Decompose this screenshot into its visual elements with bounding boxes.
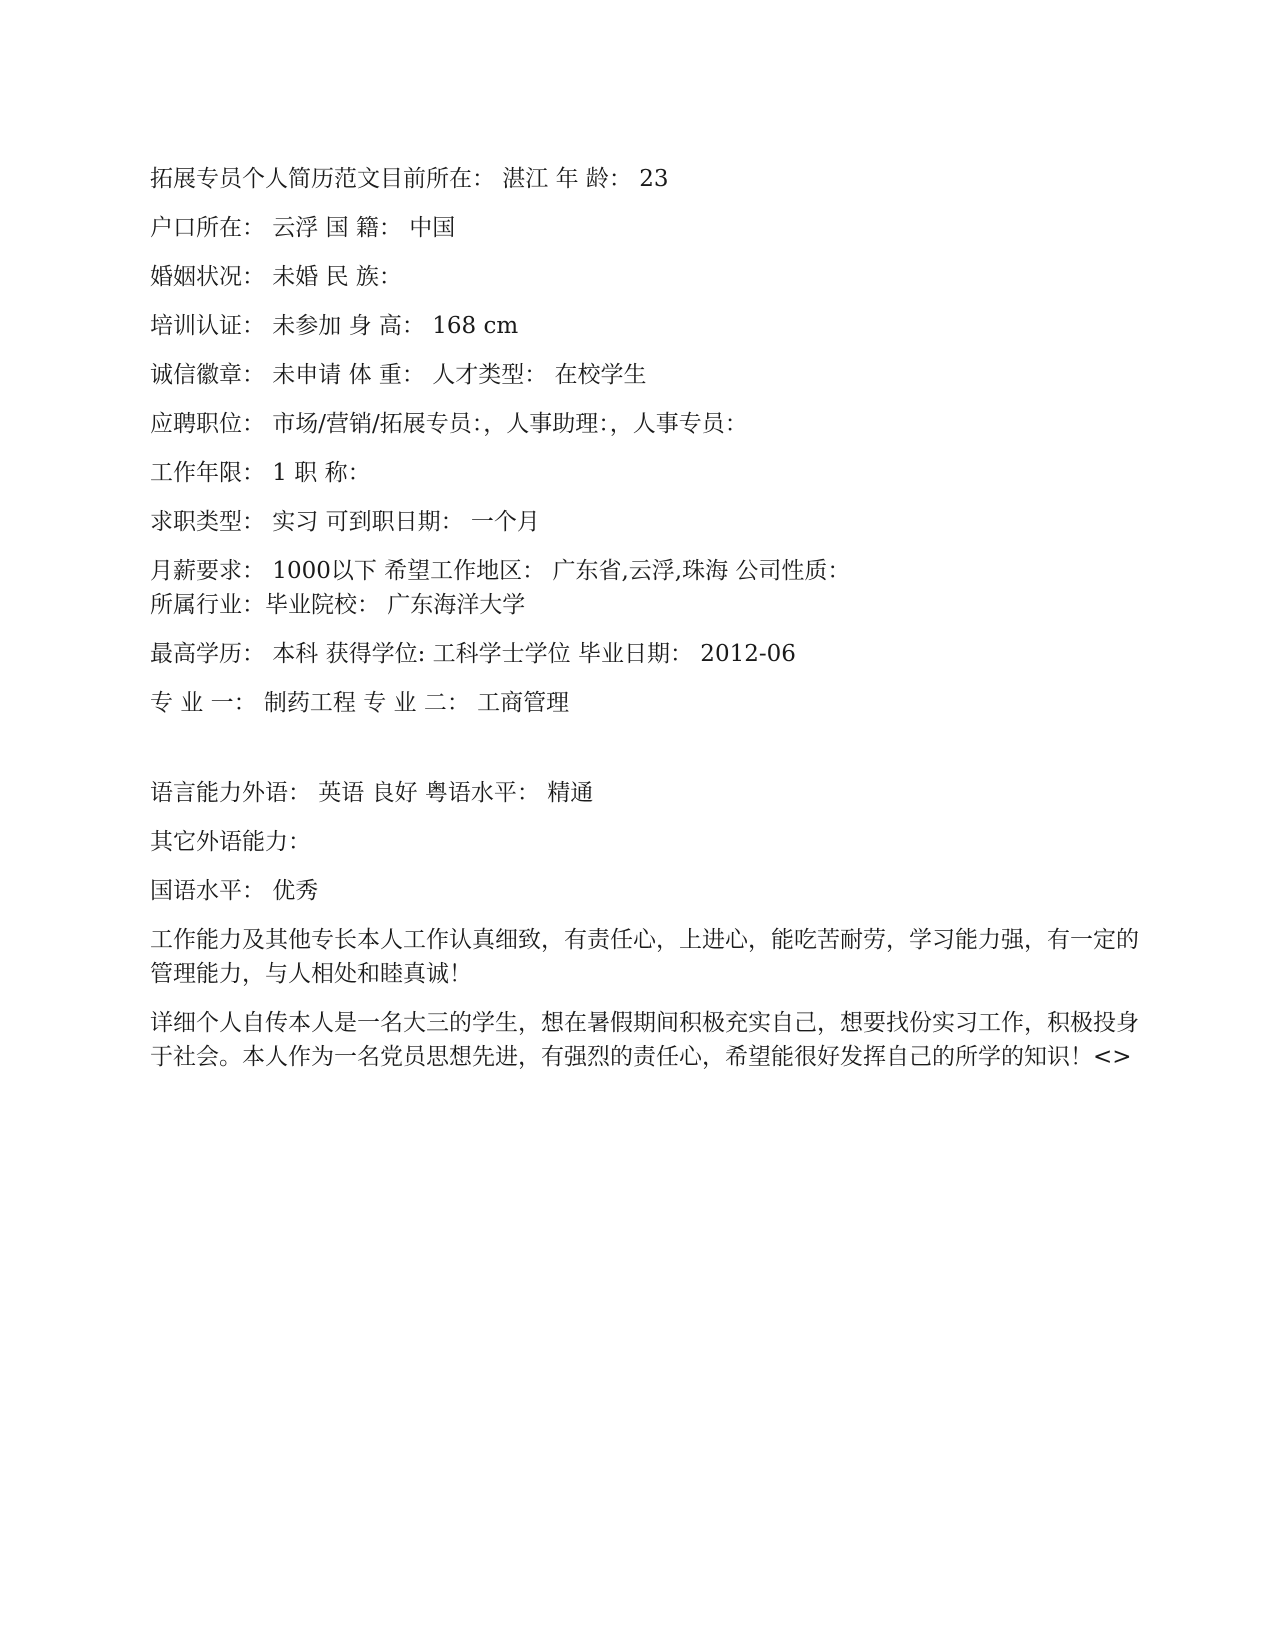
marital-ethnicity-line: 婚姻状况： 未婚 民 族： <box>150 264 402 290</box>
other-language-line: 其它外语能力： <box>150 829 311 855</box>
autobiography-paragraph: 详细个人自传本人是一名大三的学生，想在暑假期间积极充实自己，想要找份实习工作，积极投身于社会。本人作为一名党员思想先进，有强烈的责任心，希望能很好发挥自己的所学的知识！<> <box>150 1010 1139 1070</box>
education-degree-line: 最高学历： 本科 获得学位: 工科学士学位 毕业日期： 2012-06 <box>150 641 796 667</box>
skills-paragraph: 工作能力及其他专长本人工作认真细致，有责任心，上进心，能吃苦耐劳，学习能力强，有一定的管理能力，与人相处和睦真诚！ <box>150 927 1139 987</box>
job-type-start-date-line: 求职类型： 实习 可到职日期： 一个月 <box>150 509 540 535</box>
applied-position-line: 应聘职位： 市场/营销/拓展专员：，人事助理：，人事专员： <box>150 411 748 437</box>
majors-line: 专 业 一： 制药工程 专 业 二： 工商管理 <box>150 690 570 716</box>
salary-region-company-line: 月薪要求： 1000以下 希望工作地区： 广东省,云浮,珠海 公司性质： <box>150 558 851 584</box>
badge-weight-type-line: 诚信徽章： 未申请 体 重： 人才类型： 在校学生 <box>150 362 647 388</box>
training-height-line: 培训认证： 未参加 身 高： 168 cm <box>150 313 519 339</box>
work-years-title-line: 工作年限： 1 职 称： <box>150 460 371 486</box>
mandarin-level-line: 国语水平： 优秀 <box>150 878 319 904</box>
location-age-line: 拓展专员个人简历范文目前所在： 湛江 年 龄： 23 <box>150 166 669 192</box>
language-line: 语言能力外语： 英语 良好 粤语水平： 精通 <box>150 780 594 806</box>
resume-document <box>150 162 1140 1074</box>
industry-school-line: 所属行业：毕业院校： 广东海洋大学 <box>150 592 526 618</box>
hukou-nationality-line: 户口所在： 云浮 国 籍： 中国 <box>150 215 456 241</box>
